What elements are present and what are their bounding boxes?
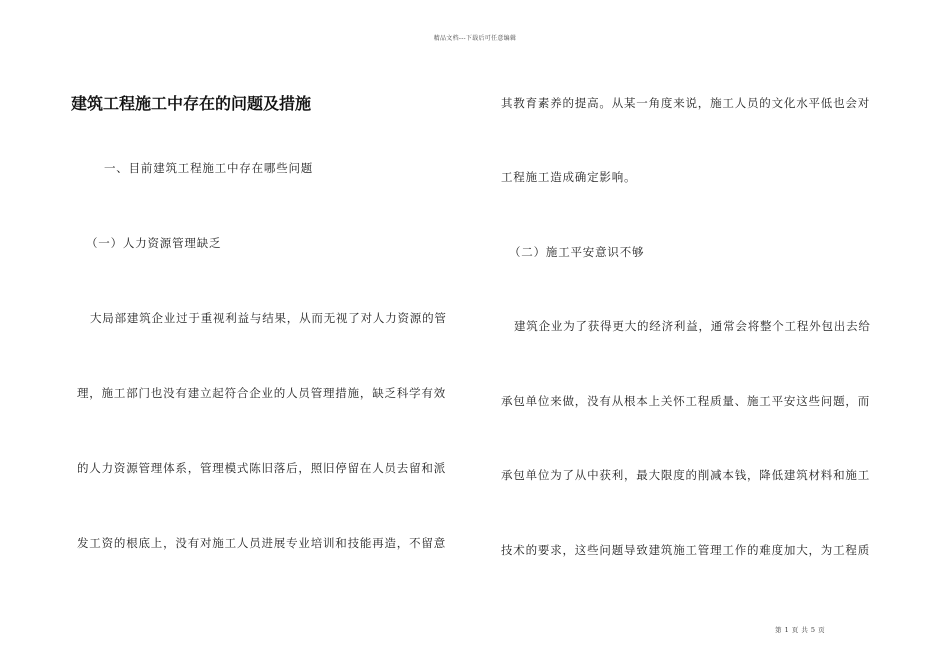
document-title: 建筑工程施工中存在的问题及措施 [71, 94, 312, 113]
header-note: 精品文档---下载后可任意编辑 [433, 35, 517, 42]
paragraph-line: 工程施工造成确定影响。 [501, 170, 637, 184]
paragraph-line: 承包单位为了从中获利，最大限度的削减本钱，降低建筑材料和施工 [501, 468, 870, 482]
paragraph-line: 发工资的根底上，没有对施工人员进展专业培训和技能再造，不留意 [77, 536, 446, 550]
paragraph-line: 建筑企业为了获得更大的经济利益，通常会将整个工程外包出去给 [514, 319, 871, 333]
paragraph-line: 其教育素养的提高。从某一角度来说，施工人员的文化水平低也会对 [501, 96, 870, 110]
paragraph-line: 大局部建筑企业过于重视利益与结果，从而无视了对人力资源的管 [90, 311, 447, 325]
subheading-hr-management: （一）人力资源管理缺乏 [86, 236, 222, 250]
paragraph-line: 承包单位来做，没有从根本上关怀工程质量、施工平安这些问题，而 [501, 394, 870, 408]
paragraph-line: 理，施工部门也没有建立起符合企业的人员管理措施，缺乏科学有效 [77, 386, 446, 400]
section-heading: 一、目前建筑工程施工中存在哪些问题 [104, 161, 314, 175]
paragraph-line: 的人力资源管理体系，管理模式陈旧落后，照旧停留在人员去留和派 [77, 461, 446, 475]
paragraph-line: 技术的要求，这些问题导致建筑施工管理工作的难度加大，为工程质 [501, 543, 870, 557]
subheading-safety-awareness: （二）施工平安意识不够 [509, 245, 645, 259]
page-number: 第 1 页 共 5 页 [775, 626, 826, 634]
